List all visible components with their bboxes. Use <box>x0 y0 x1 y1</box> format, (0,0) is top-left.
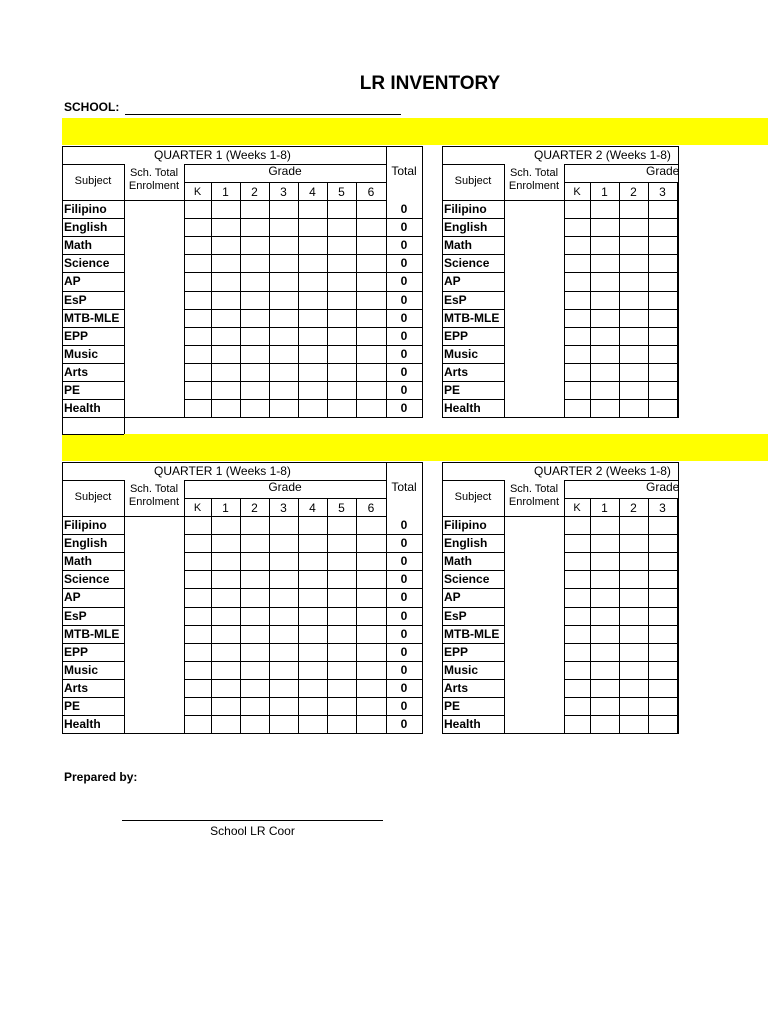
subject-row-label: EPP <box>64 328 89 343</box>
quarter-label: QUARTER 1 (Weeks 1-8) <box>154 464 291 478</box>
grid-line <box>62 146 63 418</box>
grid-line <box>564 345 678 346</box>
grid-line <box>62 200 386 201</box>
subject-row-label: MTB-MLE <box>444 626 500 641</box>
grid-line <box>504 164 505 418</box>
enrolment-header-line1: Sch. Total <box>129 167 179 179</box>
subject-row-label: Math <box>444 238 472 253</box>
grade-level-label: 6 <box>367 501 375 515</box>
grid-line <box>442 200 678 201</box>
grid-line <box>442 291 504 292</box>
grid-line <box>564 254 678 255</box>
grid-line <box>62 164 124 165</box>
enrolment-header-line2: Enrolment <box>128 496 180 508</box>
subject-row-label: Arts <box>64 364 89 379</box>
grid-line <box>62 570 124 571</box>
grid-line <box>564 399 678 400</box>
grid-line <box>564 327 678 328</box>
grid-line <box>184 291 422 292</box>
grid-line <box>564 715 678 716</box>
grid-line <box>442 327 504 328</box>
subject-row-label: EsP <box>444 292 467 307</box>
subject-row-label: English <box>444 536 488 551</box>
grid-line <box>184 309 422 310</box>
subject-row-label: Math <box>444 554 472 569</box>
grid-line <box>184 218 422 219</box>
grid-line <box>564 643 678 644</box>
enrolment-header-line2: Enrolment <box>508 496 560 508</box>
subject-row-label: Math <box>64 554 92 569</box>
school-label: SCHOOL: <box>64 100 120 114</box>
grid-line <box>124 416 125 434</box>
grid-line <box>564 679 678 680</box>
highlight-band <box>62 118 768 145</box>
subject-row-label: MTB-MLE <box>64 310 120 325</box>
row-total-value: 0 <box>400 662 408 677</box>
grid-line <box>62 399 124 400</box>
row-total-value: 0 <box>400 401 408 416</box>
grid-line <box>62 607 124 608</box>
grid-line <box>442 570 504 571</box>
grid-line <box>442 552 504 553</box>
subject-row-label: MTB-MLE <box>444 310 500 325</box>
subject-header: Subject <box>454 491 492 503</box>
subject-row-label: Filipino <box>444 518 487 532</box>
grade-level-label: 3 <box>659 185 666 199</box>
grade-level-label: 2 <box>630 185 637 199</box>
grade-level-label: 4 <box>309 185 316 199</box>
grid-line <box>184 236 422 237</box>
grade-level-label: 3 <box>280 501 287 515</box>
document-title: LR INVENTORY <box>359 73 501 94</box>
grid-line <box>442 462 678 463</box>
grade-level-label: 2 <box>630 501 637 515</box>
grid-line <box>564 218 678 219</box>
subject-row-label: Science <box>444 256 490 271</box>
subject-row-label: AP <box>444 590 461 605</box>
school-input-line[interactable] <box>125 114 401 115</box>
row-total-value: 0 <box>400 220 408 235</box>
grid-line <box>184 715 422 716</box>
grid-line <box>442 679 504 680</box>
grid-line <box>62 679 124 680</box>
subject-row-label: PE <box>444 383 461 397</box>
grade-level-label: 1 <box>601 185 608 199</box>
grid-line <box>442 607 504 608</box>
subject-row-label: EsP <box>64 292 87 307</box>
grade-level-label: 4 <box>309 501 316 515</box>
grid-line <box>184 588 422 589</box>
grid-line <box>442 625 504 626</box>
grid-line <box>442 218 504 219</box>
grid-line <box>184 697 422 698</box>
subject-row-label: Health <box>64 401 101 416</box>
grid-line <box>184 607 422 608</box>
grid-line <box>62 625 124 626</box>
subject-row-label: Science <box>444 572 490 587</box>
grid-line <box>442 733 678 734</box>
row-total-value: 0 <box>400 328 408 343</box>
subject-row-label: EPP <box>444 328 469 343</box>
grade-header: Grade <box>646 164 680 178</box>
grid-line <box>62 417 422 418</box>
subject-row-label: Science <box>64 256 110 271</box>
prepared-by-label: Prepared by: <box>64 770 138 784</box>
row-total-value: 0 <box>400 364 408 379</box>
row-total-value: 0 <box>400 274 408 289</box>
grid-line <box>184 552 422 553</box>
subject-row-label: Music <box>64 346 99 361</box>
grid-line <box>442 417 678 418</box>
grid-line <box>564 381 678 382</box>
grid-line <box>62 643 124 644</box>
grid-line <box>442 363 504 364</box>
subject-row-label: EPP <box>64 644 89 659</box>
grid-line <box>442 309 504 310</box>
subject-header: Subject <box>74 175 112 187</box>
grid-line <box>564 607 678 608</box>
grid-line <box>442 381 504 382</box>
subject-row-label: Health <box>64 717 101 732</box>
row-total-value: 0 <box>400 572 408 587</box>
grade-level-label: 3 <box>659 501 666 515</box>
grid-line <box>62 661 124 662</box>
grid-line <box>184 643 422 644</box>
grid-line <box>62 416 63 434</box>
grade-header: Grade <box>268 164 302 178</box>
grid-line <box>564 534 678 535</box>
grid-line <box>564 272 678 273</box>
grid-line <box>184 272 422 273</box>
grid-line <box>62 381 124 382</box>
grid-line <box>442 272 504 273</box>
total-header: Total <box>391 164 417 178</box>
grade-level-label: K <box>573 502 581 514</box>
grid-line <box>442 480 504 481</box>
grid-line <box>184 327 422 328</box>
grid-line <box>442 254 504 255</box>
row-total-value: 0 <box>400 554 408 569</box>
grid-line <box>442 661 504 662</box>
grid-line <box>442 399 504 400</box>
subject-row-label: English <box>64 220 108 235</box>
grid-line <box>62 327 124 328</box>
signature-line[interactable] <box>122 820 383 821</box>
grid-line <box>184 570 422 571</box>
subject-row-label: PE <box>64 383 81 397</box>
row-total-value: 0 <box>400 717 408 732</box>
grid-line <box>184 345 422 346</box>
subject-row-label: Music <box>444 662 479 677</box>
subject-row-label: English <box>64 536 108 551</box>
grid-line <box>62 552 124 553</box>
grid-line <box>564 291 678 292</box>
row-total-value: 0 <box>400 699 408 713</box>
row-total-value: 0 <box>400 626 408 641</box>
grade-level-label: 6 <box>367 185 375 199</box>
grid-line <box>62 434 124 435</box>
grid-line <box>678 146 679 418</box>
grid-line <box>184 534 422 535</box>
grid-line <box>422 146 423 418</box>
quarter-label: QUARTER 1 (Weeks 1-8) <box>154 148 291 162</box>
row-total-value: 0 <box>400 202 408 216</box>
grade-level-label: K <box>193 502 202 514</box>
grid-line <box>62 291 124 292</box>
grade-level-label: 5 <box>338 185 345 199</box>
grid-line <box>564 363 678 364</box>
grid-line <box>442 236 504 237</box>
subject-row-label: PE <box>444 699 461 713</box>
grid-line <box>62 462 63 734</box>
subject-row-label: Science <box>64 572 110 587</box>
subject-row-label: MTB-MLE <box>64 626 120 641</box>
grid-line <box>62 236 124 237</box>
row-total-value: 0 <box>400 383 408 397</box>
grid-line <box>184 661 422 662</box>
row-total-value: 0 <box>400 292 408 307</box>
subject-header: Subject <box>454 175 492 187</box>
subject-row-label: AP <box>64 590 81 605</box>
grid-line <box>442 697 504 698</box>
grade-level-label: 2 <box>251 501 258 515</box>
grid-line <box>442 345 504 346</box>
grid-line <box>564 552 678 553</box>
row-total-value: 0 <box>400 608 408 623</box>
grid-line <box>564 570 678 571</box>
subject-row-label: EsP <box>64 608 87 623</box>
grid-line <box>678 462 679 734</box>
subject-row-label: Filipino <box>64 518 107 532</box>
grid-line <box>564 588 678 589</box>
grid-line <box>184 399 422 400</box>
grid-line <box>62 462 422 463</box>
row-total-value: 0 <box>400 256 408 271</box>
grid-line <box>184 381 422 382</box>
grade-level-label: K <box>193 186 202 198</box>
enrolment-header-line1: Sch. Total <box>509 167 559 179</box>
grid-line <box>124 164 125 418</box>
grid-line <box>564 625 678 626</box>
grid-line <box>564 498 678 499</box>
enrolment-header-line1: Sch. Total <box>129 483 179 495</box>
row-total-value: 0 <box>400 238 408 253</box>
grid-line <box>62 254 124 255</box>
grid-line <box>422 462 423 734</box>
grid-line <box>62 363 124 364</box>
grid-line <box>442 588 504 589</box>
total-header: Total <box>391 480 417 494</box>
grid-line <box>62 272 124 273</box>
subject-row-label: AP <box>64 274 81 289</box>
grade-level-label: 3 <box>280 185 287 199</box>
subject-row-label: Arts <box>64 680 89 695</box>
grade-header: Grade <box>646 480 680 494</box>
grid-line <box>124 480 125 734</box>
subject-row-label: Arts <box>444 680 469 695</box>
subject-row-label: Health <box>444 717 481 732</box>
row-total-value: 0 <box>400 310 408 325</box>
grid-line <box>184 363 422 364</box>
grid-line <box>564 182 678 183</box>
row-total-value: 0 <box>400 590 408 605</box>
enrolment-header-line2: Enrolment <box>508 180 560 192</box>
grid-line <box>442 516 678 517</box>
subject-header: Subject <box>74 491 112 503</box>
grid-line <box>62 146 422 147</box>
grid-line <box>62 697 124 698</box>
grid-line <box>442 164 504 165</box>
grid-line <box>184 254 422 255</box>
grid-line <box>62 516 386 517</box>
quarter-label: QUARTER 2 (Weeks 1-8) <box>534 148 671 162</box>
grid-line <box>62 534 124 535</box>
subject-row-label: Filipino <box>444 202 487 216</box>
grade-level-label: 5 <box>338 501 345 515</box>
grid-line <box>62 588 124 589</box>
enrolment-header-line1: Sch. Total <box>509 483 559 495</box>
grid-line <box>442 534 504 535</box>
row-total-value: 0 <box>400 518 408 532</box>
row-total-value: 0 <box>400 680 408 695</box>
grid-line <box>442 643 504 644</box>
enrolment-header-line2: Enrolment <box>128 180 180 192</box>
grade-level-label: 1 <box>222 501 229 515</box>
grid-line <box>62 218 124 219</box>
grade-level-label: K <box>573 186 581 198</box>
grid-line <box>442 146 443 418</box>
grid-line <box>62 715 124 716</box>
grid-line <box>442 146 678 147</box>
grid-line <box>442 715 504 716</box>
quarter-label: QUARTER 2 (Weeks 1-8) <box>534 464 671 478</box>
grade-level-label: 1 <box>601 501 608 515</box>
highlight-band <box>62 434 768 461</box>
subject-row-label: Music <box>64 662 99 677</box>
subject-row-label: Health <box>444 401 481 416</box>
grid-line <box>504 480 505 734</box>
grid-line <box>564 697 678 698</box>
grid-line <box>184 679 422 680</box>
grade-level-label: 2 <box>251 185 258 199</box>
subject-row-label: PE <box>64 699 81 713</box>
grid-line <box>62 733 422 734</box>
subject-row-label: EsP <box>444 608 467 623</box>
subject-row-label: Math <box>64 238 92 253</box>
grid-line <box>564 309 678 310</box>
grid-line <box>62 309 124 310</box>
subject-row-label: Music <box>444 346 479 361</box>
subject-row-label: AP <box>444 274 461 289</box>
signatory-label: School LR Coor <box>210 824 295 838</box>
grade-level-label: 1 <box>222 185 229 199</box>
grid-line <box>62 480 124 481</box>
grid-line <box>442 462 443 734</box>
subject-row-label: EPP <box>444 644 469 659</box>
row-total-value: 0 <box>400 644 408 659</box>
grid-line <box>62 345 124 346</box>
grid-line <box>184 625 422 626</box>
grid-line <box>564 661 678 662</box>
document-title-wrap <box>62 73 768 95</box>
grade-header: Grade <box>268 480 302 494</box>
subject-row-label: Arts <box>444 364 469 379</box>
grid-line <box>564 236 678 237</box>
subject-row-label: Filipino <box>64 202 107 216</box>
subject-row-label: English <box>444 220 488 235</box>
row-total-value: 0 <box>400 536 408 551</box>
row-total-value: 0 <box>400 346 408 361</box>
